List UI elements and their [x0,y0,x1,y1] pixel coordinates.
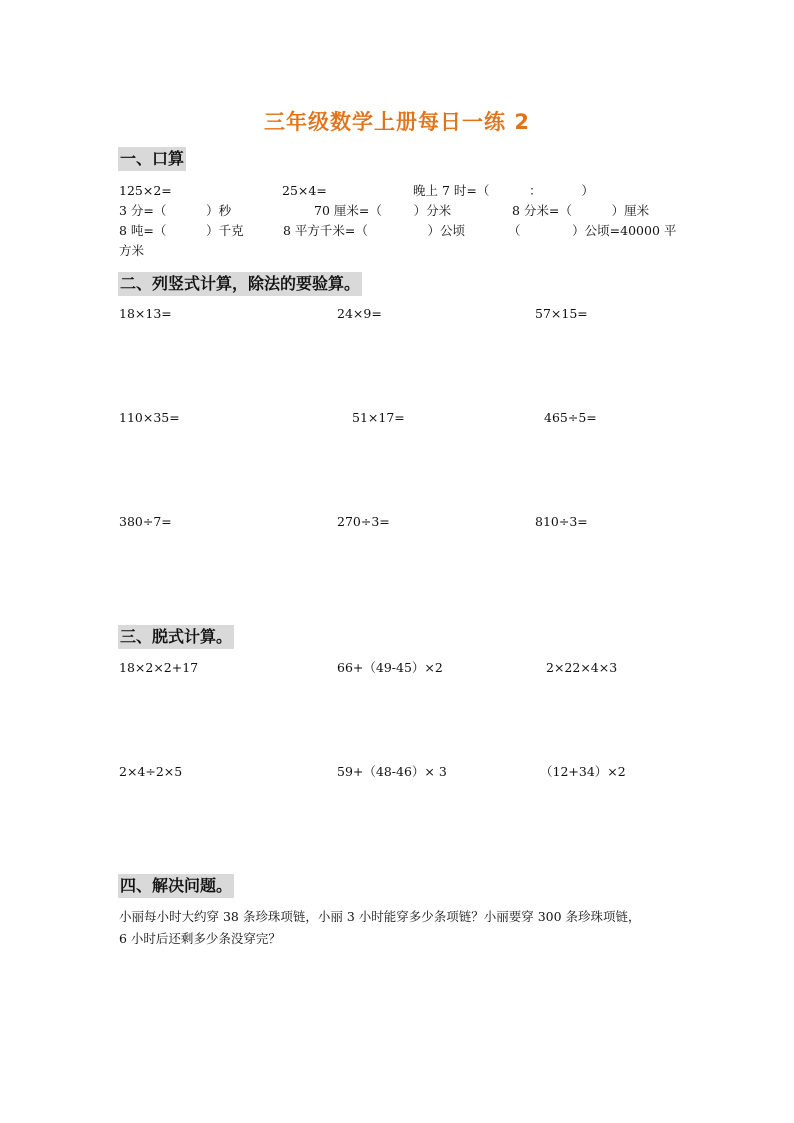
section-heading-vertical: 二、列竖式计算，除法的要验算。 [118,272,362,296]
oral-item: 8 平方千米=（ ）公顷 [283,223,466,238]
section-heading-stepwise: 三、脱式计算。 [118,625,234,649]
section-heading-oral: 一、口算 [118,147,186,171]
oral-item: 125×2= [119,183,172,198]
stepwise-problem: 2×4÷2×5 [119,764,183,779]
oral-item: （ ）公顷=40000 平 [508,223,677,238]
oral-item: 方米 [119,243,145,258]
vertical-problem: 24×9= [337,306,382,321]
vertical-problem: 51×17= [352,410,405,425]
oral-item: 8 吨=（ ）千克 [119,223,244,238]
oral-item: 70 厘米=（ ）分米 [314,203,452,218]
oral-item: 25×4= [282,183,327,198]
stepwise-problem: 2×22×4×3 [546,660,618,675]
page-title: 三年级数学上册每日一练 2 [264,110,530,134]
vertical-problem: 465÷5= [544,410,597,425]
oral-item: 3 分=（ ）秒 [119,203,232,218]
stepwise-problem: （12+34）×2 [540,764,626,779]
vertical-problem: 270÷3= [337,514,390,529]
stepwise-problem: 66+（49-45）×2 [337,660,443,675]
word-problem-line: 小丽每小时大约穿 38 条珍珠项链，小丽 3 小时能穿多少条项链？小丽要穿 300 条珍珠项链， [119,909,641,924]
section-heading-word-problems: 四、解决问题。 [118,874,234,898]
vertical-problem: 380÷7= [119,514,172,529]
oral-item: 晚上 7 时=（ ： ） [413,183,594,198]
vertical-problem: 57×15= [535,306,588,321]
vertical-problem: 110×35= [119,410,180,425]
stepwise-problem: 59+（48-46）× 3 [337,764,447,779]
word-problem-line: 6 小时后还剩多少条没穿完？ [119,931,281,946]
stepwise-problem: 18×2×2+17 [119,660,199,675]
oral-item: 8 分米=（ ）厘米 [512,203,650,218]
vertical-problem: 810÷3= [535,514,588,529]
vertical-problem: 18×13= [119,306,172,321]
